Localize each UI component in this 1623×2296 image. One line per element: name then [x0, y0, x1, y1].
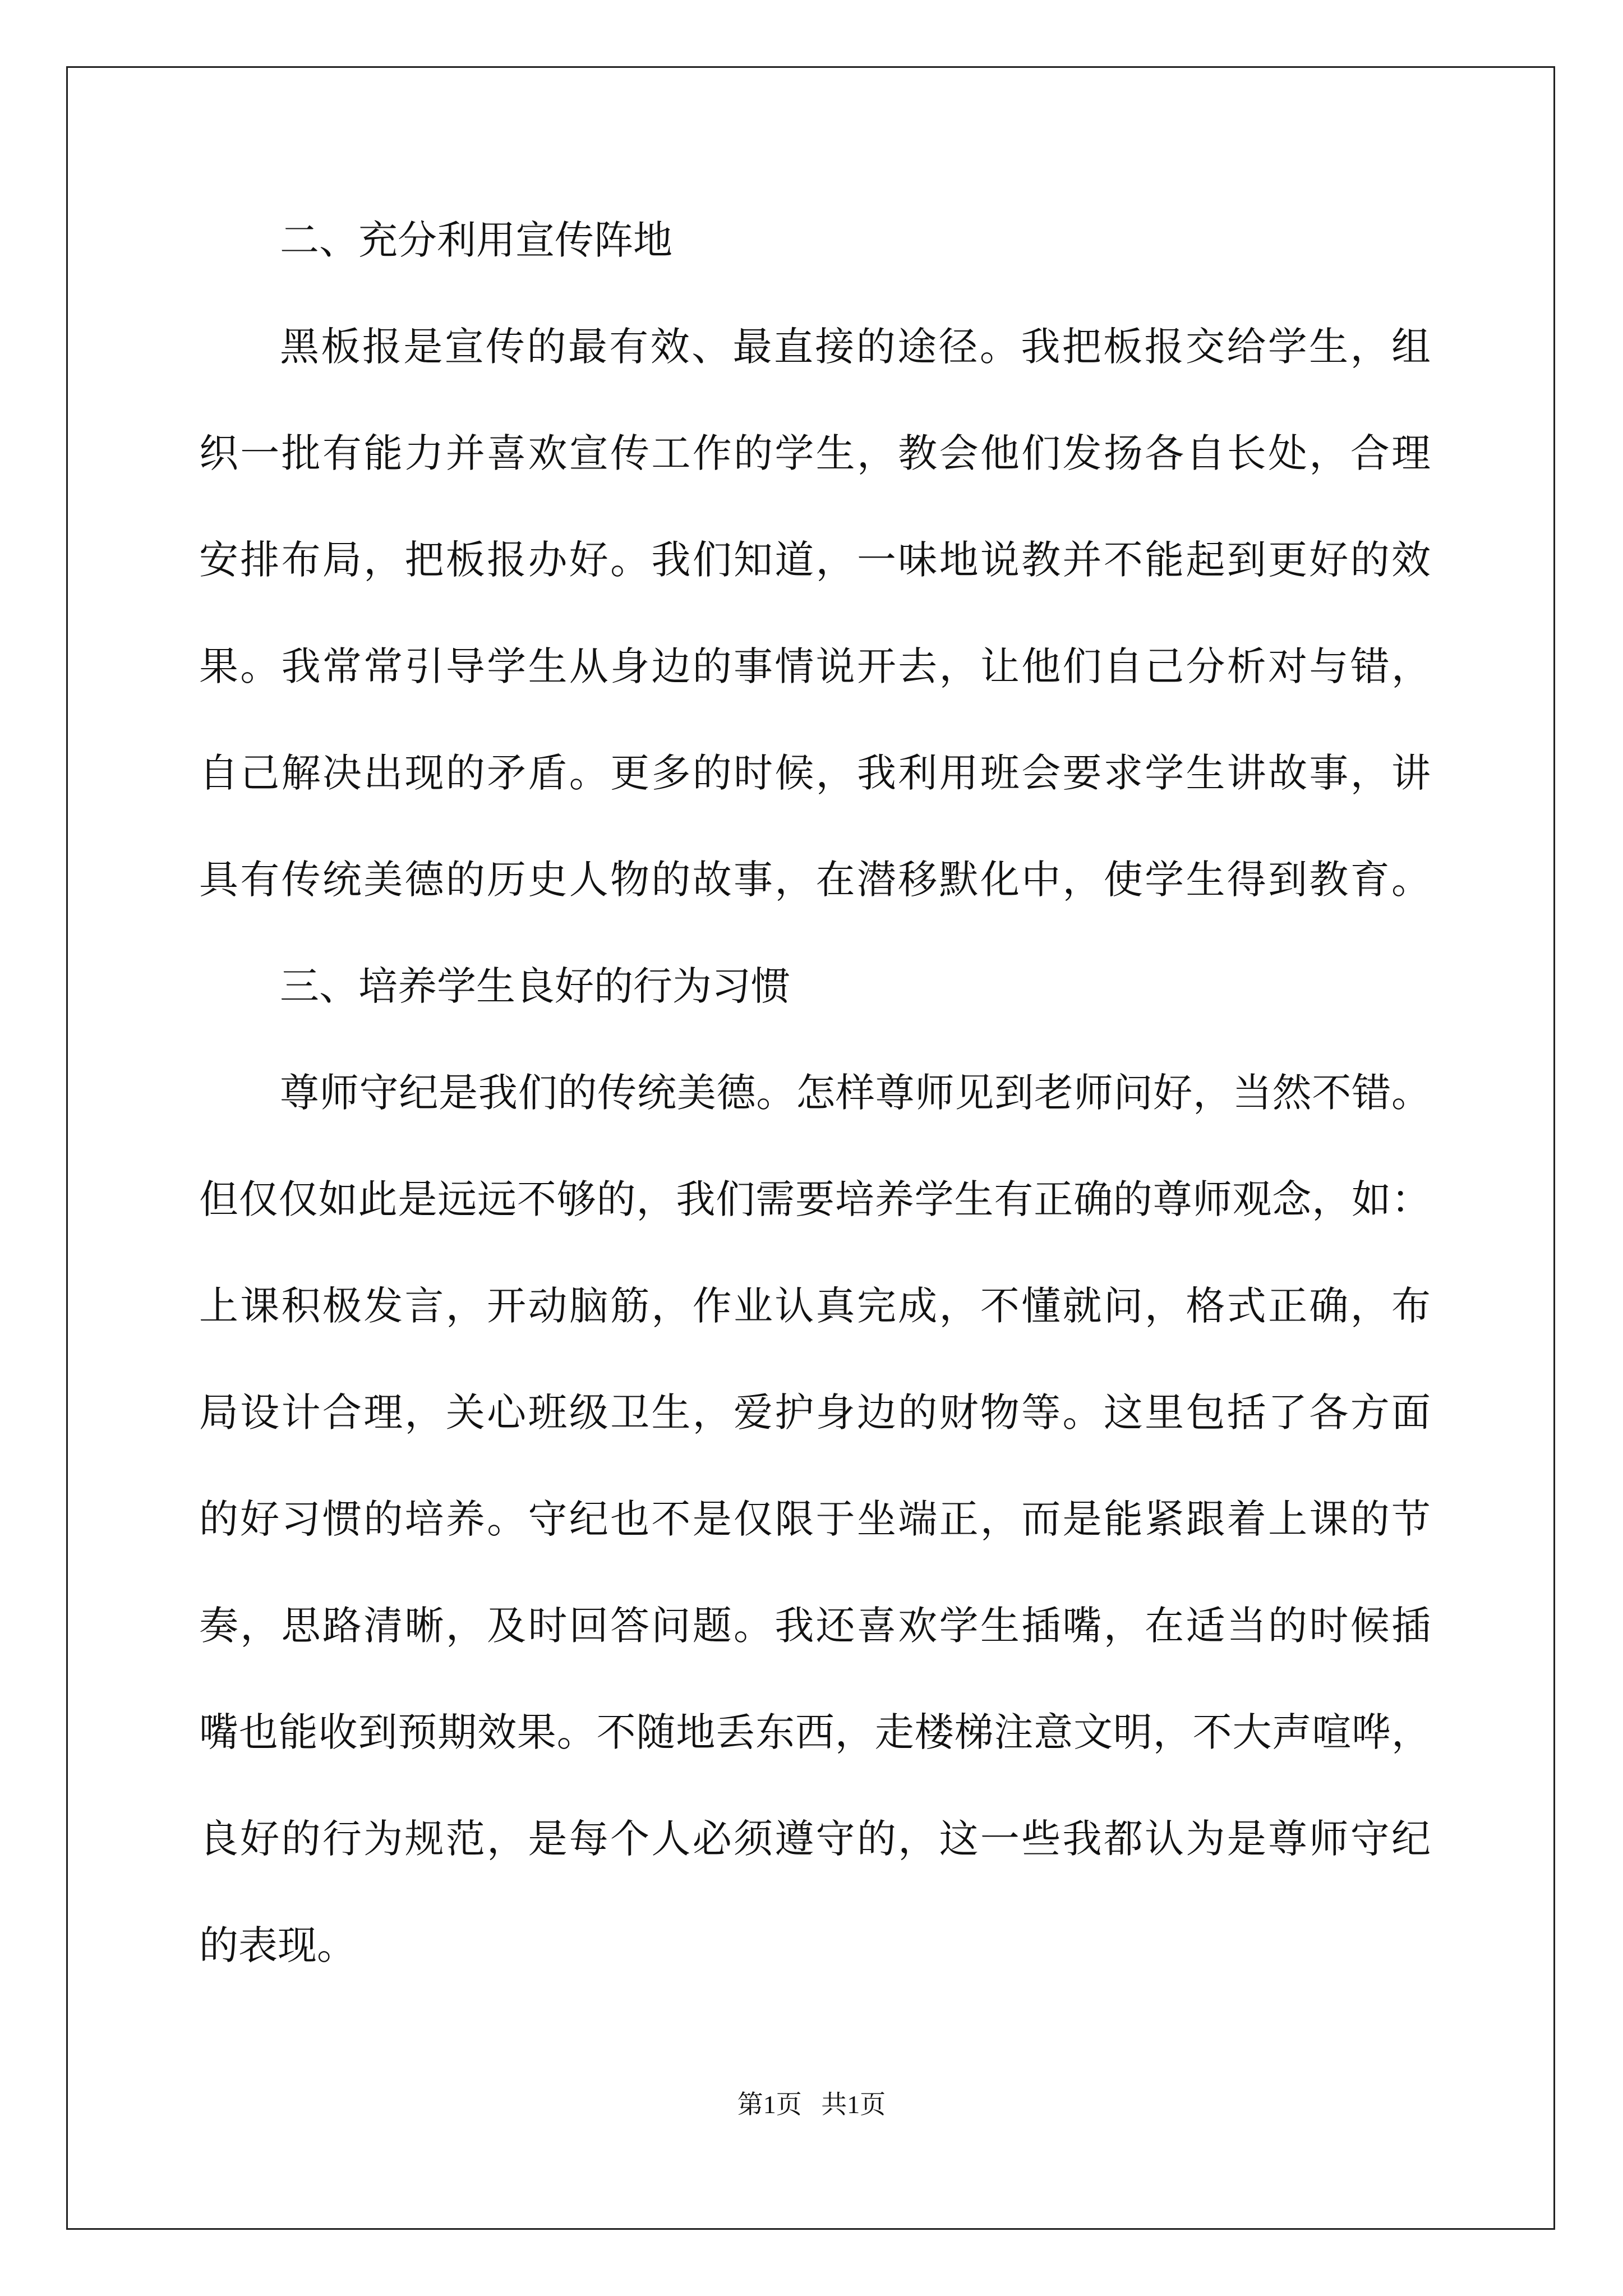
page-footer	[0, 2088, 1623, 2122]
page-number-current: 第1页	[737, 2090, 802, 2119]
paragraph-line: 奏，思路清晰，及时回答问题。我还喜欢学生插嘴，在适当的时候插	[199, 1603, 1431, 1649]
paragraph-line: 自己解决出现的矛盾。更多的时候，我利用班会要求学生讲故事，讲	[199, 750, 1431, 796]
page-number-total: 共1页	[821, 2090, 886, 2119]
paragraph-line: 尊师守纪是我们的传统美德。怎样尊师见到老师问好，当然不错。	[280, 1070, 1431, 1116]
paragraph-line: 果。我常常引导学生从身边的事情说开去，让他们自己分析对与错，	[199, 643, 1431, 689]
document-body	[199, 212, 1431, 2024]
paragraph-line: 的表现。	[199, 1922, 356, 1968]
paragraph-line: 但仅仅如此是远远不够的，我们需要培养学生有正确的尊师观念，如：	[199, 1176, 1431, 1222]
paragraph-line: 黑板报是宣传的最有效、最直接的途径。我把板报交给学生，组	[280, 324, 1431, 370]
section-heading-2: 二、充分利用宣传阵地	[280, 217, 672, 263]
paragraph-line: 良好的行为规范，是每个人必须遵守的，这一些我都认为是尊师守纪	[199, 1816, 1431, 1862]
paragraph-line: 织一批有能力并喜欢宣传工作的学生，教会他们发扬各自长处，合理	[199, 430, 1431, 476]
paragraph-line: 的好习惯的培养。守纪也不是仅限于坐端正，而是能紧跟着上课的节	[199, 1496, 1431, 1542]
paragraph-line: 嘴也能收到预期效果。不随地丢东西，走楼梯注意文明，不大声喧哗，	[199, 1709, 1431, 1755]
paragraph-line: 安排布局，把板报办好。我们知道，一味地说教并不能起到更好的效	[199, 537, 1431, 583]
section-heading-3: 三、培养学生良好的行为习惯	[280, 963, 790, 1009]
paragraph-line: 上课积极发言，开动脑筋，作业认真完成，不懂就问，格式正确，布	[199, 1283, 1431, 1329]
paragraph-line: 局设计合理，关心班级卫生，爱护身边的财物等。这里包括了各方面	[199, 1389, 1431, 1435]
paragraph-line: 具有传统美德的历史人物的故事，在潜移默化中，使学生得到教育。	[199, 857, 1431, 903]
